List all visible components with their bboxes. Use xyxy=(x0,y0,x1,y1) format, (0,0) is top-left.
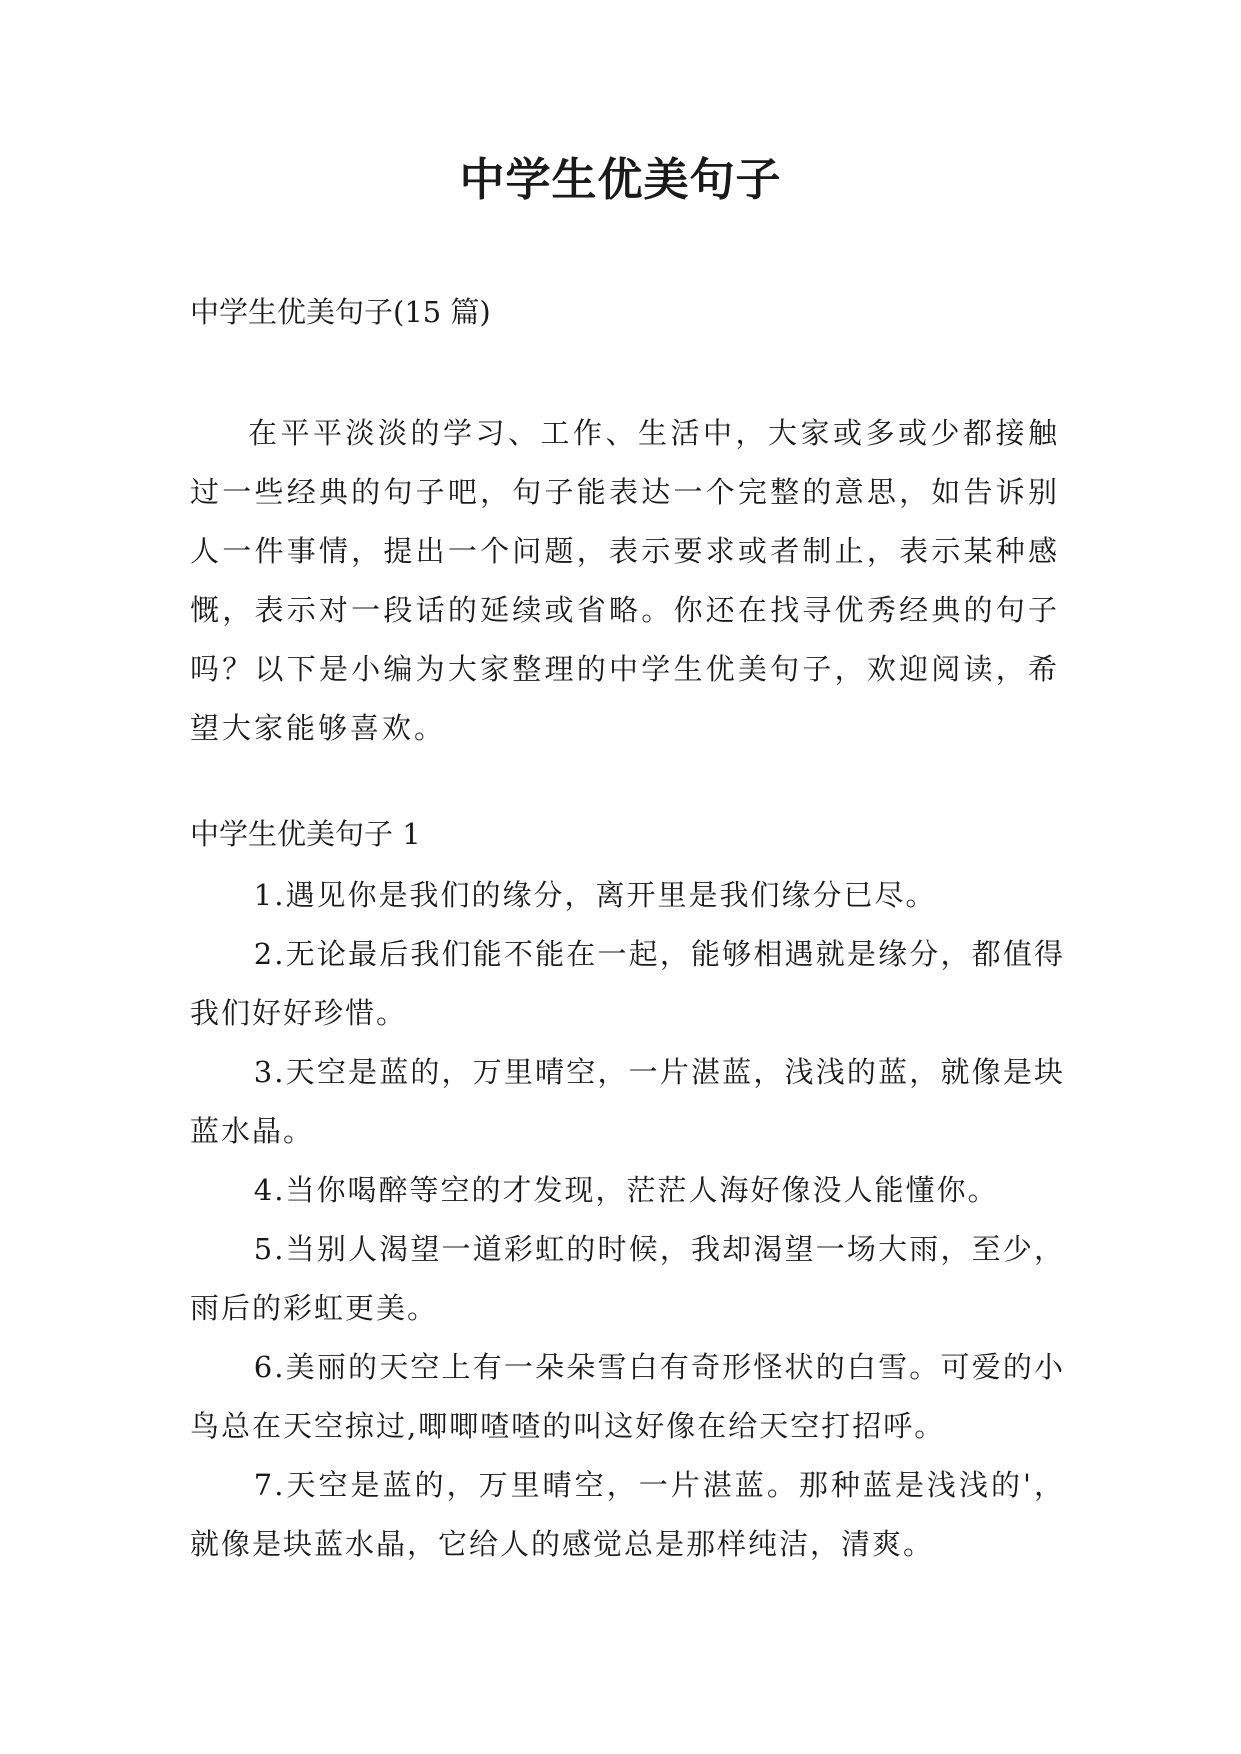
document-subtitle: 中学生优美句子(15 篇) xyxy=(190,295,491,329)
sentence-list xyxy=(190,866,1065,1574)
sentence-item-3: 3.天空是蓝的，万里晴空，一片湛蓝，浅浅的蓝，就像是块蓝水晶。 xyxy=(190,1055,1065,1148)
sentence-item-4: 4.当你喝醉等空的才发现，茫茫人海好像没人能懂你。 xyxy=(253,1173,999,1207)
intro-paragraph: 在平平淡淡的学习、工作、生活中，大家或多或少都接触过一些经典的句子吧，句子能表达一个完整的意思，如告诉别人一件事情，提出一个问题，表示要求或者制止，表示某种感慨，表示对一段话的延续或省略。你还在找寻优秀经典的句子吗？以下是小编为大家整理的中学生优美句子，欢迎阅读，希望大家能够喜欢。 xyxy=(190,416,1060,745)
section-heading: 中学生优美句子 1 xyxy=(190,817,421,851)
sentence-item-1: 1.遇见你是我们的缘分，离开里是我们缘分已尽。 xyxy=(253,878,937,912)
sentence-item-5: 5.当别人渴望一道彩虹的时候，我却渴望一场大雨，至少，雨后的彩虹更美。 xyxy=(190,1232,1065,1325)
sentence-item-2: 2.无论最后我们能不能在一起，能够相遇就是缘分，都值得我们好好珍惜。 xyxy=(190,937,1065,1030)
sentence-item-6: 6.美丽的天空上有一朵朵雪白有奇形怪状的白雪。可爱的小鸟总在天空掠过,唧唧喳喳的叫这好像在给天空打招呼。 xyxy=(190,1350,1065,1443)
page-title: 中学生优美句子 xyxy=(459,153,782,206)
sentence-item-7: 7.天空是蓝的，万里晴空，一片湛蓝。那种蓝是浅浅的'，就像是块蓝水晶，它给人的感觉总是那样纯洁，清爽。 xyxy=(190,1468,1065,1561)
